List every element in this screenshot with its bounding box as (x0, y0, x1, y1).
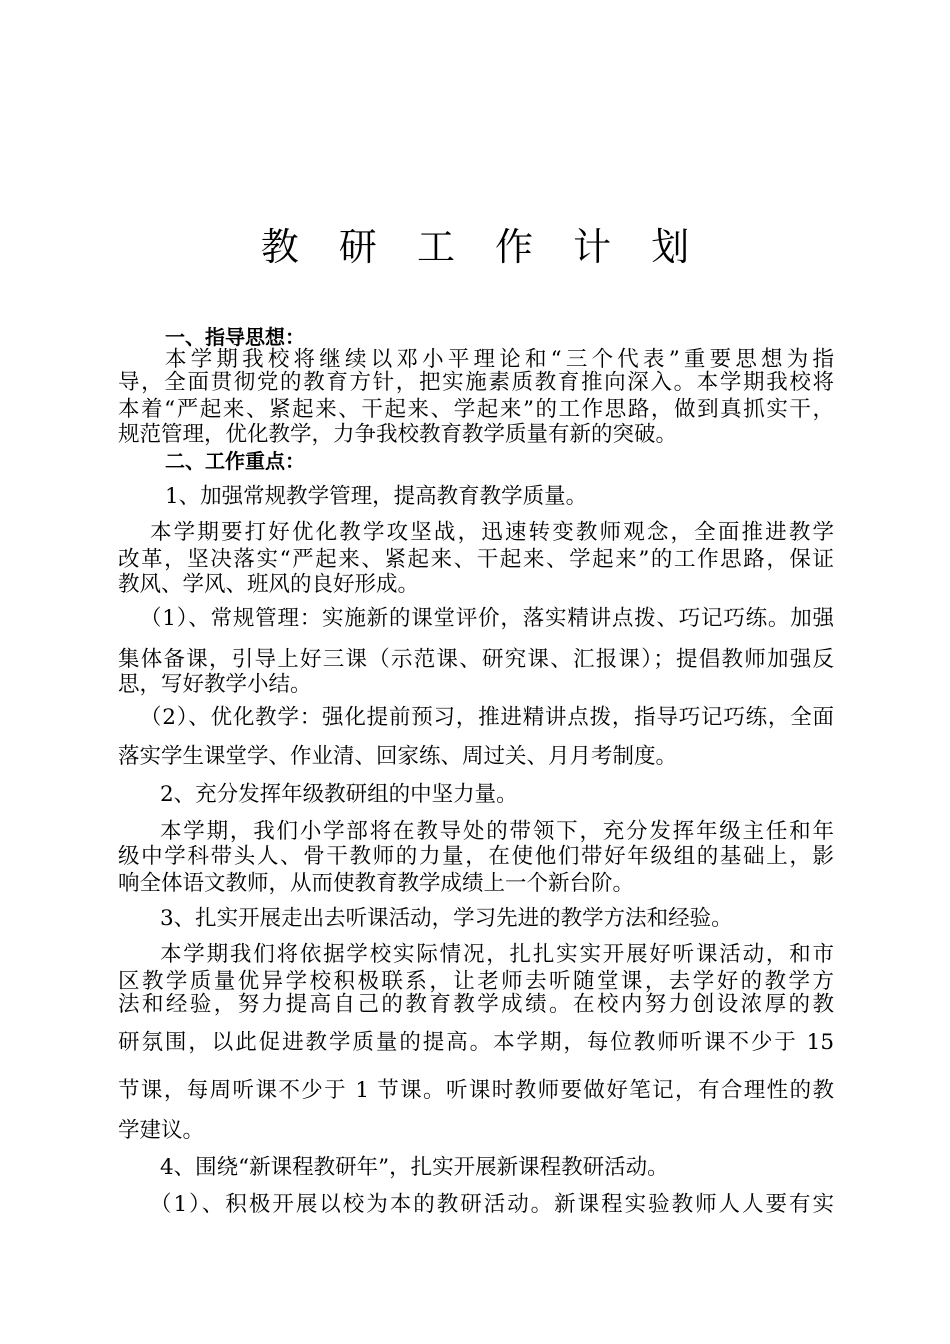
paragraph-line: 法和经验，努力提高自己的教育教学成绩。在校内努力创设浓厚的教 (118, 992, 834, 1017)
paragraph-line: 导，全面贯彻党的教育方针，把实施素质教育推向深入。本学期我校将 (118, 370, 834, 395)
section-heading-work-focus: 二、工作重点： (165, 449, 305, 473)
paragraph-line: （1）、积极开展以校为本的教研活动。新课程实验教师人人要有实 (150, 1192, 834, 1217)
paragraph-line: 教风、学风、班风的良好形成。 (118, 572, 420, 597)
item-heading-3: 3、扎实开展走出去听课活动，学习先进的教学方法和经验。 (160, 906, 733, 931)
paragraph-line: 学建议。 (118, 1118, 205, 1143)
paragraph-line: 本学期我校将继续以邓小平理论和“三个代表”重要思想为指 (165, 347, 834, 372)
paragraph-line: 响全体语文教师，从而使教育教学成绩上一个新台阶。 (118, 871, 635, 896)
item-heading-2: 2、充分发挥年级教研组的中坚力量。 (160, 782, 518, 807)
paragraph-line: 本学期要打好优化教学攻坚战，迅速转变教师观念，全面推进教学 (150, 520, 834, 545)
paragraph-line: 本学期，我们小学部将在教导处的带领下，充分发挥年级主任和年 (160, 819, 834, 844)
paragraph-line: 集体备课，引导上好三课（示范课、研究课、汇报课）；提倡教师加强反 (118, 647, 834, 672)
paragraph-line: 本学期我们将依据学校实际情况，扎扎实实开展好听课活动，和市 (160, 942, 834, 967)
paragraph-line: 节课，每周听课不少于 1 节课。听课时教师要做好笔记，有合理性的教 (118, 1078, 834, 1103)
paragraph-line: 改革，坚决落实“严起来、紧起来、干起来、学起来”的工作思路，保证 (118, 547, 834, 572)
paragraph-line: 思，写好教学小结。 (118, 672, 312, 697)
paragraph-line: 本着“严起来、紧起来、干起来、学起来”的工作思路，做到真抓实干， (118, 397, 834, 422)
paragraph-line: 级中学科带头人、骨干教师的力量，在使他们带好年级组的基础上，影 (118, 844, 834, 869)
section-heading-guiding-thought: 一、指导思想： (165, 325, 305, 349)
item-heading-4: 4、围绕“新课程教研年”，扎实开展新课程教研活动。 (160, 1155, 669, 1180)
paragraph-line: （1）、常规管理：实施新的课堂评价，落实精讲点拨、巧记巧练。加强 (140, 606, 834, 631)
document-title: 教 研 工 作 计 划 (260, 225, 704, 269)
paragraph-line: 研氛围，以此促进教学质量的提高。本学期，每位教师听课不少于 15 (118, 1030, 834, 1055)
paragraph-line: 区教学质量优异学校积极联系，让老师去听随堂课，去学好的教学方 (118, 969, 834, 994)
paragraph-line: 落实学生课堂学、作业清、回家练、周过关、月月考制度。 (118, 744, 678, 769)
paragraph-line: 规范管理，优化教学，力争我校教育教学质量有新的突破。 (118, 422, 678, 447)
paragraph-line: （2）、优化教学：强化提前预习，推进精讲点拨，指导巧记巧练，全面 (140, 705, 834, 730)
item-heading-1: 1、加强常规教学管理，提高教育教学质量。 (165, 484, 588, 509)
